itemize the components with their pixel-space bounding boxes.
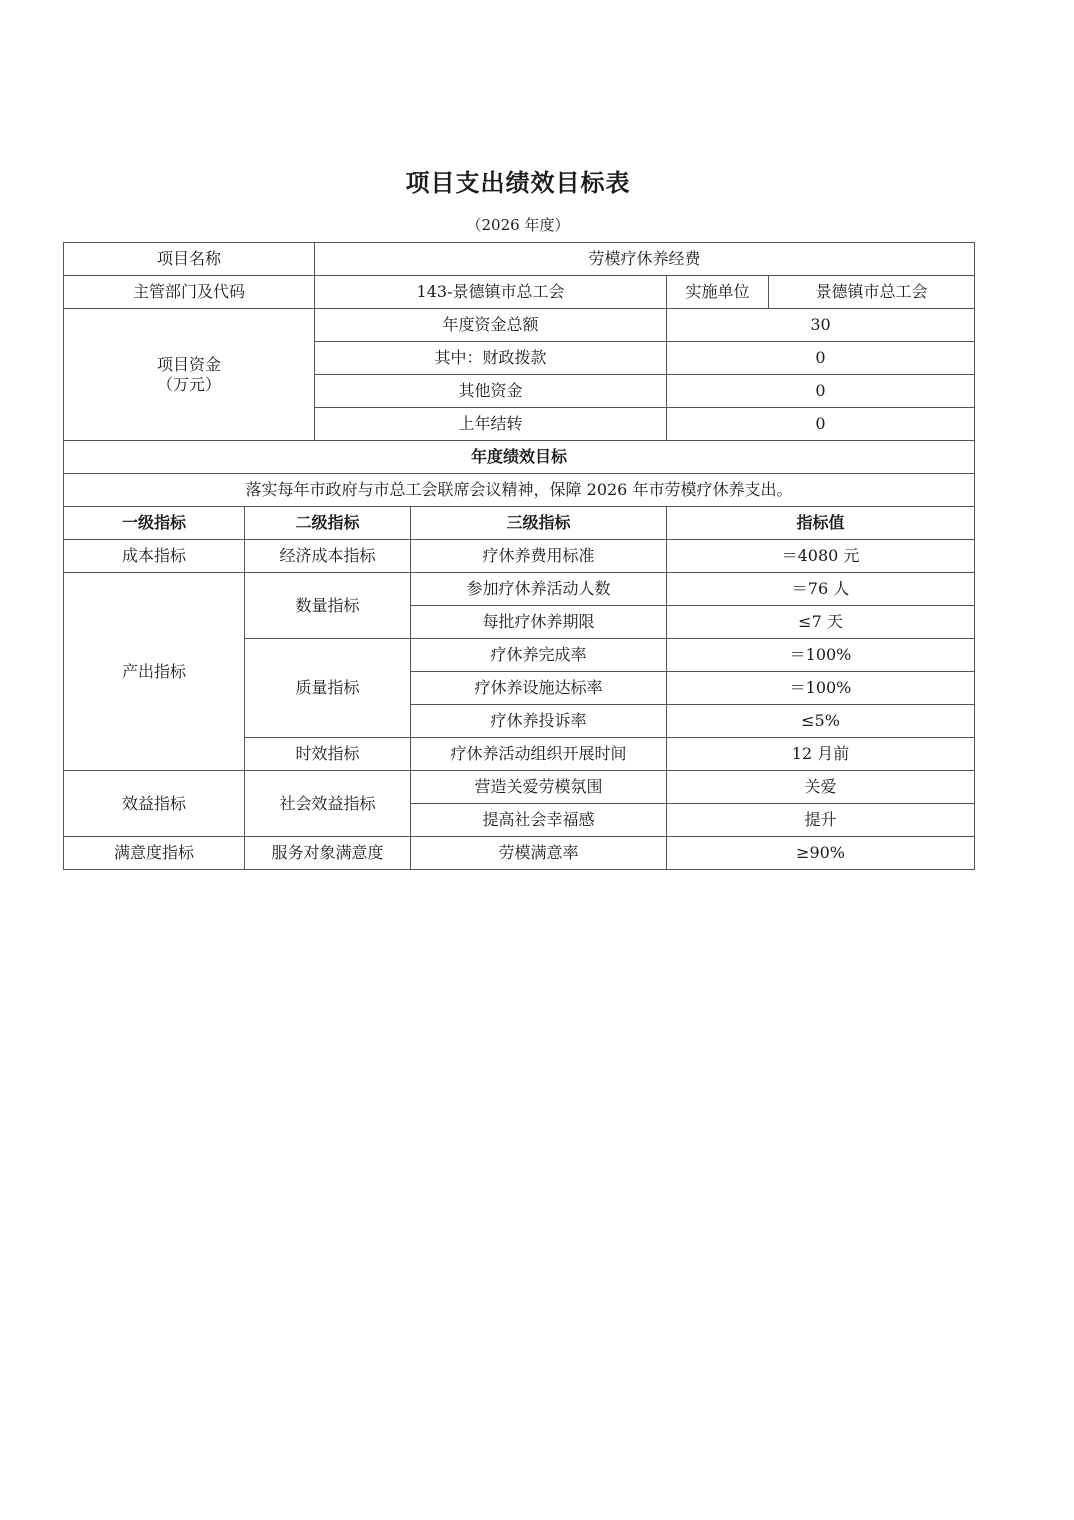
department-value: 143-景德镇市总工会 bbox=[315, 276, 667, 309]
performance-table bbox=[63, 242, 975, 870]
annual-goal-heading-row bbox=[64, 441, 975, 474]
satisfaction-level1: 满意度指标 bbox=[64, 837, 245, 870]
indicator-value: 12 月前 bbox=[667, 738, 975, 771]
timeliness-level2: 时效指标 bbox=[245, 738, 411, 771]
header-level3: 三级指标 bbox=[411, 507, 667, 540]
benefit-level1: 效益指标 bbox=[64, 771, 245, 837]
funds-fiscal-value: 0 bbox=[667, 342, 975, 375]
annual-goal-heading: 年度绩效目标 bbox=[64, 441, 975, 474]
page-title: 项目支出绩效目标表 bbox=[405, 169, 631, 197]
indicator-value: ≥90% bbox=[667, 837, 975, 870]
funds-fiscal-label: 其中：财政拨款 bbox=[315, 342, 667, 375]
implementing-unit-label: 实施单位 bbox=[667, 276, 769, 309]
indicator-header-row bbox=[64, 507, 975, 540]
indicator-name: 疗休养投诉率 bbox=[411, 705, 667, 738]
indicator-value: 关爱 bbox=[667, 771, 975, 804]
annual-goal-text: 落实每年市政府与市总工会联席会议精神，保障 2026 年市劳模疗休养支出。 bbox=[64, 474, 975, 507]
indicator-name: 每批疗休养期限 bbox=[411, 606, 667, 639]
page-subtitle: （2026 年度） bbox=[466, 216, 570, 234]
table-row bbox=[64, 573, 975, 606]
indicator-value: ≤7 天 bbox=[667, 606, 975, 639]
header-level2: 二级指标 bbox=[245, 507, 411, 540]
table-row bbox=[64, 540, 975, 573]
table-row bbox=[64, 837, 975, 870]
output-level1: 产出指标 bbox=[64, 573, 245, 771]
quality-level2: 质量指标 bbox=[245, 639, 411, 738]
indicator-value: ≤5% bbox=[667, 705, 975, 738]
indicator-name: 营造关爱劳模氛围 bbox=[411, 771, 667, 804]
funds-total-value: 30 bbox=[667, 309, 975, 342]
project-name-label: 项目名称 bbox=[64, 243, 315, 276]
funds-label bbox=[64, 309, 315, 441]
funds-label-line2: （万元） bbox=[157, 374, 222, 394]
funds-row bbox=[64, 309, 975, 342]
indicator-name: 疗休养设施达标率 bbox=[411, 672, 667, 705]
indicator-value: ＝100% bbox=[667, 672, 975, 705]
indicator-value: ＝100% bbox=[667, 639, 975, 672]
project-name-value: 劳模疗休养经费 bbox=[315, 243, 975, 276]
funds-total-label: 年度资金总额 bbox=[315, 309, 667, 342]
funds-carryover-label: 上年结转 bbox=[315, 408, 667, 441]
indicator-name: 劳模满意率 bbox=[411, 837, 667, 870]
cost-level2: 经济成本指标 bbox=[245, 540, 411, 573]
indicator-name: 疗休养完成率 bbox=[411, 639, 667, 672]
project-name-row bbox=[64, 243, 975, 276]
annual-goal-text-row bbox=[64, 474, 975, 507]
header-level1: 一级指标 bbox=[64, 507, 245, 540]
funds-label-line1: 项目资金 bbox=[157, 355, 222, 375]
cost-level1: 成本指标 bbox=[64, 540, 245, 573]
indicator-name: 提高社会幸福感 bbox=[411, 804, 667, 837]
table-row bbox=[64, 771, 975, 804]
funds-other-label: 其他资金 bbox=[315, 375, 667, 408]
indicator-name: 参加疗休养活动人数 bbox=[411, 573, 667, 606]
header-value: 指标值 bbox=[667, 507, 975, 540]
funds-other-value: 0 bbox=[667, 375, 975, 408]
indicator-name: 疗休养费用标准 bbox=[411, 540, 667, 573]
indicator-value: ＝4080 元 bbox=[667, 540, 975, 573]
indicator-value: 提升 bbox=[667, 804, 975, 837]
indicator-value: ＝76 人 bbox=[667, 573, 975, 606]
benefit-level2: 社会效益指标 bbox=[245, 771, 411, 837]
department-label: 主管部门及代码 bbox=[64, 276, 315, 309]
indicator-name: 疗休养活动组织开展时间 bbox=[411, 738, 667, 771]
satisfaction-level2: 服务对象满意度 bbox=[245, 837, 411, 870]
quantity-level2: 数量指标 bbox=[245, 573, 411, 639]
funds-carryover-value: 0 bbox=[667, 408, 975, 441]
implementing-unit-value: 景德镇市总工会 bbox=[769, 276, 975, 309]
department-row bbox=[64, 276, 975, 309]
